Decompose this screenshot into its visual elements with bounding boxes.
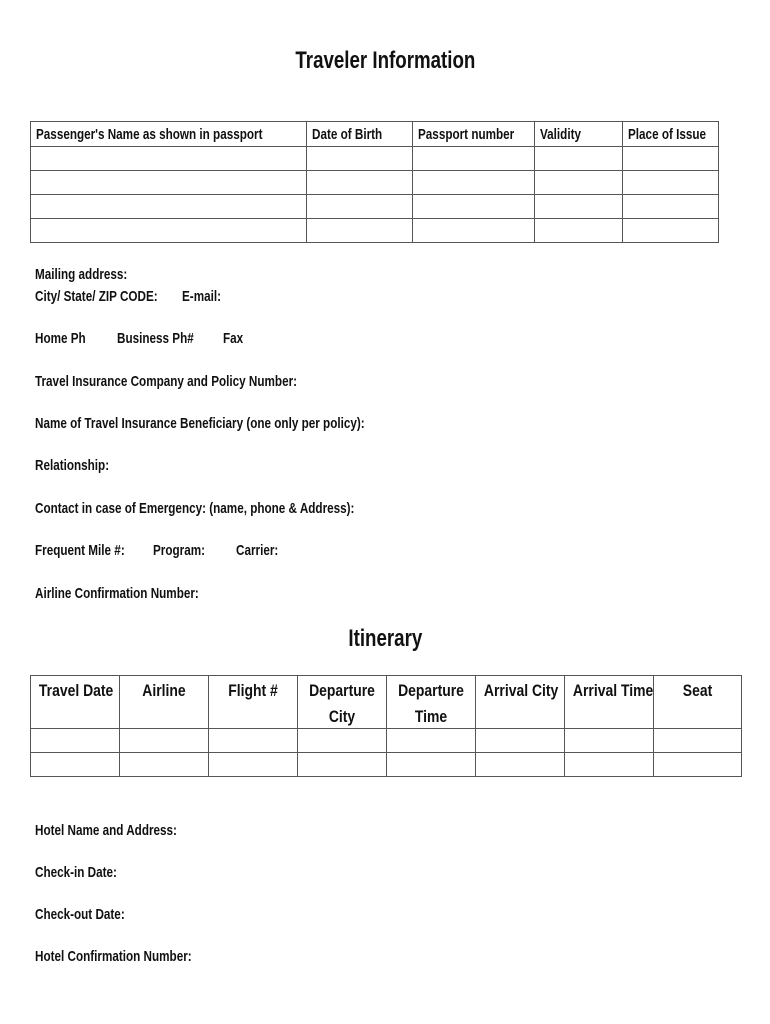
header-departure-city: Departure City [298, 676, 387, 729]
table-row [31, 147, 719, 171]
header-flight: Flight # [209, 676, 298, 729]
airline-cell[interactable] [120, 753, 209, 777]
date-of-birth-cell[interactable] [307, 147, 413, 171]
mailing-address-label: Mailing address: [35, 266, 128, 283]
validity-cell[interactable] [535, 147, 623, 171]
header-passport-number: Passport number [413, 122, 535, 147]
traveler-information-title: Traveler Information [295, 47, 475, 74]
airline-confirmation-label: Airline Confirmation Number: [35, 585, 199, 602]
place-of-issue-cell[interactable] [623, 147, 719, 171]
passport-number-cell[interactable] [413, 147, 535, 171]
header-validity: Validity [535, 122, 623, 147]
flight-cell[interactable] [209, 753, 298, 777]
passenger-name-cell[interactable] [31, 195, 307, 219]
travel-date-cell[interactable] [31, 753, 120, 777]
arrival-city-cell[interactable] [476, 729, 565, 753]
table-row [31, 171, 719, 195]
table-row [31, 195, 719, 219]
header-date-of-birth: Date of Birth [307, 122, 413, 147]
frequent-mile-label: Frequent Mile #: [35, 542, 125, 559]
date-of-birth-cell[interactable] [307, 219, 413, 243]
insurance-beneficiary-label: Name of Travel Insurance Beneficiary (one only per policy): [35, 415, 365, 432]
check-in-date-label: Check-in Date: [35, 864, 117, 881]
check-out-date-label: Check-out Date: [35, 906, 125, 923]
seat-cell[interactable] [654, 753, 742, 777]
carrier-label: Carrier: [236, 542, 279, 559]
date-of-birth-cell[interactable] [307, 171, 413, 195]
itinerary-table-header-row [31, 676, 742, 729]
place-of-issue-cell[interactable] [623, 195, 719, 219]
flight-cell[interactable] [209, 729, 298, 753]
hotel-confirmation-label: Hotel Confirmation Number: [35, 948, 192, 965]
place-of-issue-cell[interactable] [623, 171, 719, 195]
arrival-city-cell[interactable] [476, 753, 565, 777]
home-phone-label: Home Ph [35, 330, 86, 347]
travel-insurance-label: Travel Insurance Company and Policy Number: [35, 373, 298, 390]
email-label: E-mail: [182, 288, 222, 305]
hotel-name-address-label: Hotel Name and Address: [35, 822, 177, 839]
departure-time-cell[interactable] [387, 753, 476, 777]
passport-number-cell[interactable] [413, 195, 535, 219]
traveler-table [30, 121, 719, 243]
fax-label: Fax [223, 330, 244, 347]
passenger-name-cell[interactable] [31, 147, 307, 171]
relationship-label: Relationship: [35, 457, 110, 474]
place-of-issue-cell[interactable] [623, 219, 719, 243]
emergency-contact-label: Contact in case of Emergency: (name, phone & Address): [35, 500, 355, 517]
header-departure-time: Departure Time [387, 676, 476, 729]
arrival-time-cell[interactable] [565, 729, 654, 753]
validity-cell[interactable] [535, 195, 623, 219]
header-passenger-name: Passenger's Name as shown in passport [31, 122, 307, 147]
passport-number-cell[interactable] [413, 171, 535, 195]
header-seat: Seat [654, 676, 742, 729]
header-arrival-city: Arrival City [476, 676, 565, 729]
validity-cell[interactable] [535, 171, 623, 195]
table-row [31, 753, 742, 777]
itinerary-table [30, 675, 742, 777]
departure-city-cell[interactable] [298, 753, 387, 777]
itinerary-title: Itinerary [348, 625, 422, 652]
table-row [31, 219, 719, 243]
seat-cell[interactable] [654, 729, 742, 753]
departure-city-cell[interactable] [298, 729, 387, 753]
header-airline: Airline [120, 676, 209, 729]
city-state-zip-label: City/ State/ ZIP CODE: [35, 288, 158, 305]
validity-cell[interactable] [535, 219, 623, 243]
passenger-name-cell[interactable] [31, 171, 307, 195]
traveler-table-header-row [31, 122, 719, 147]
table-row [31, 729, 742, 753]
header-travel-date: Travel Date [31, 676, 120, 729]
airline-cell[interactable] [120, 729, 209, 753]
date-of-birth-cell[interactable] [307, 195, 413, 219]
passenger-name-cell[interactable] [31, 219, 307, 243]
arrival-time-cell[interactable] [565, 753, 654, 777]
program-label: Program: [153, 542, 206, 559]
header-place-of-issue: Place of Issue [623, 122, 719, 147]
business-phone-label: Business Ph# [117, 330, 194, 347]
header-arrival-time: Arrival Time [565, 676, 654, 729]
passport-number-cell[interactable] [413, 219, 535, 243]
travel-date-cell[interactable] [31, 729, 120, 753]
departure-time-cell[interactable] [387, 729, 476, 753]
